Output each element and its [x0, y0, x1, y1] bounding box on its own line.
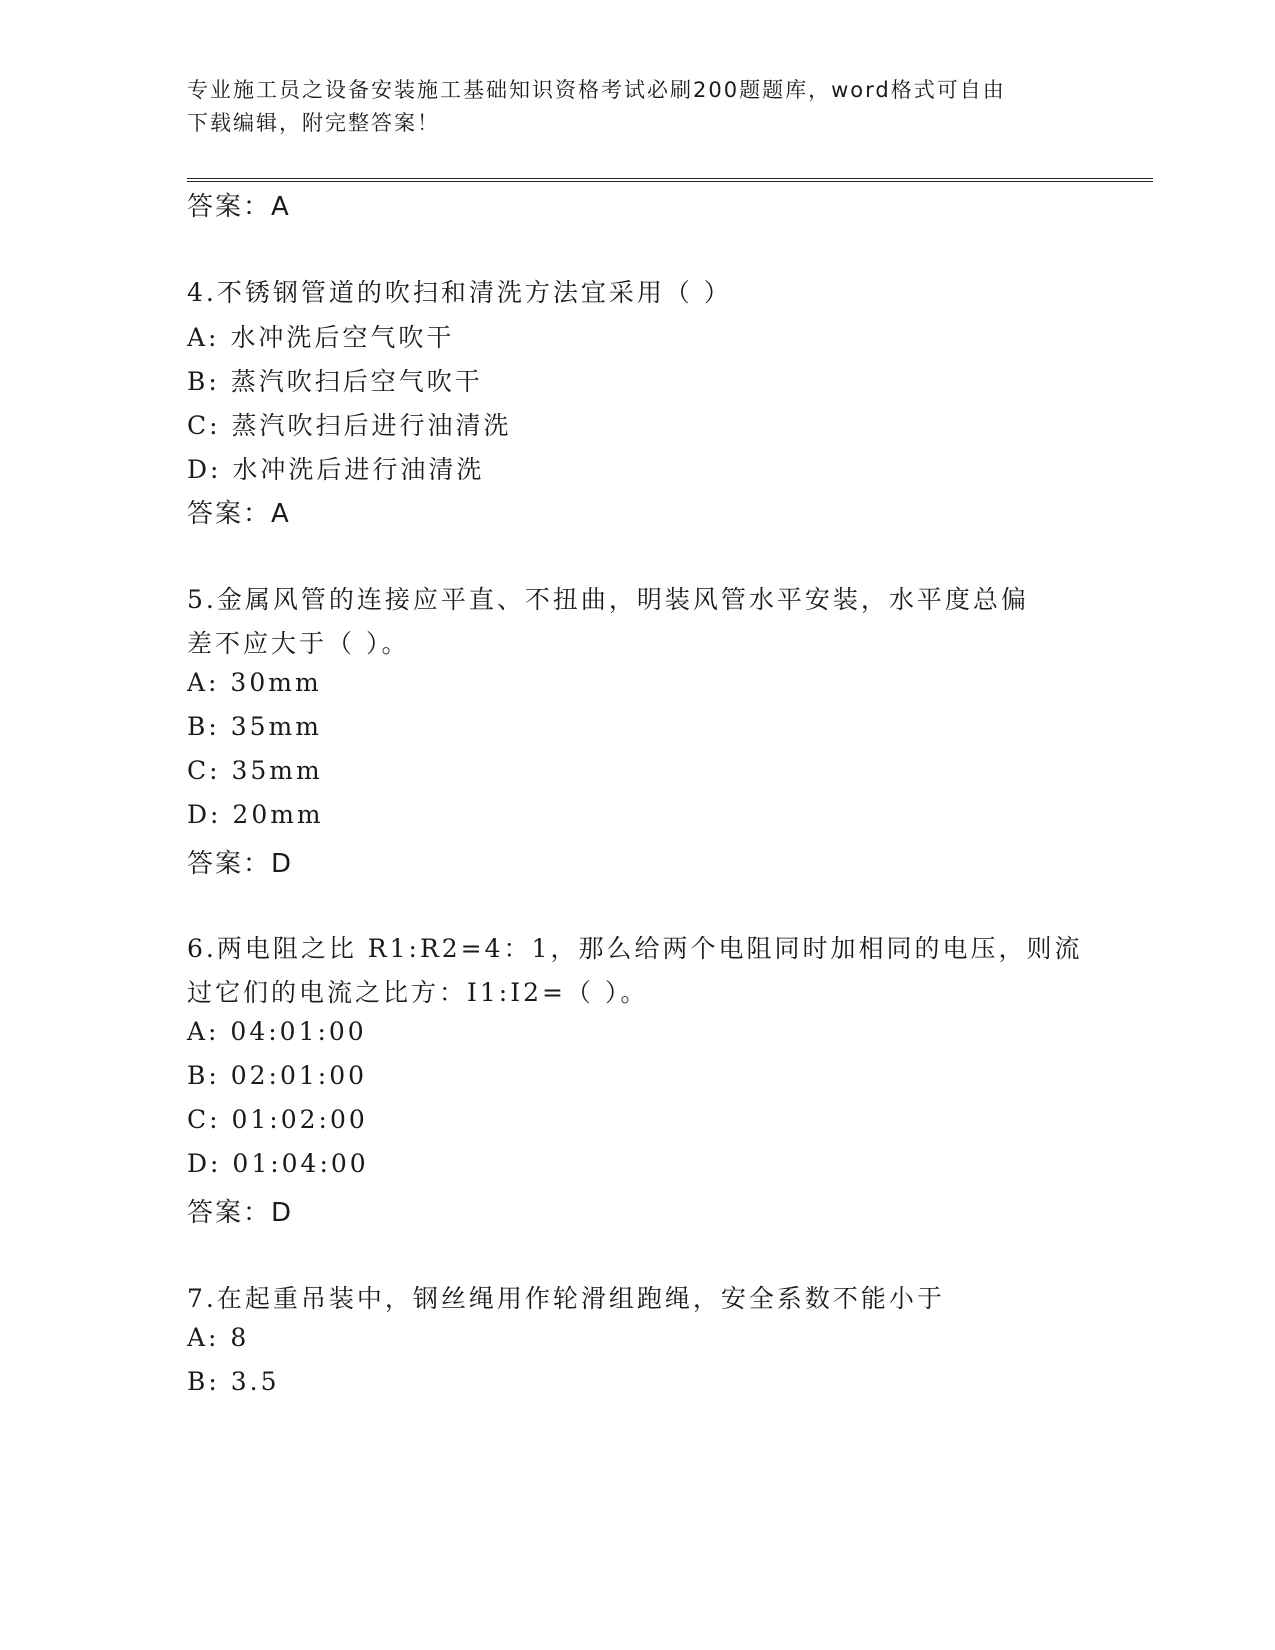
- question-5-answer: 答案：D: [187, 849, 294, 879]
- question-4-stem: 4.不锈钢管道的吹扫和清洗方法宜采用（ ）: [187, 278, 732, 307]
- question-4-answer: 答案：A: [187, 499, 291, 529]
- question-6-option-b: B: 02:01:00: [187, 1061, 368, 1090]
- header-line-1: 专业施工员之设备安装施工基础知识资格考试必刷200题题库，word格式可自由: [187, 78, 1006, 102]
- question-7-option-b: B: 3.5: [187, 1367, 280, 1396]
- question-6-option-a: A: 04:01:00: [187, 1017, 367, 1046]
- question-5-option-d: D: 20mm: [187, 800, 324, 829]
- document-header: [187, 74, 1067, 140]
- question-4-option-b: B: 蒸汽吹扫后空气吹干: [187, 367, 483, 396]
- header-divider: [187, 178, 1153, 182]
- question-6-stem-line-2: 过它们的电流之比方：I1:I2=（ ）。: [187, 978, 649, 1007]
- question-5-option-a: A: 30mm: [187, 668, 322, 697]
- question-4-option-c: C: 蒸汽吹扫后进行油清洗: [187, 411, 512, 440]
- question-6-stem-line-1: 6.两电阻之比 R1:R2=4：1，那么给两个电阻同时加相同的电压，则流: [187, 934, 1083, 963]
- question-7-option-a: A: 8: [187, 1323, 250, 1352]
- question-6-answer: 答案：D: [187, 1198, 294, 1228]
- question-6-option-d: D: 01:04:00: [187, 1149, 369, 1178]
- question-5-option-b: B: 35mm: [187, 712, 322, 741]
- question-4-option-d: D: 水冲洗后进行油清洗: [187, 455, 485, 484]
- question-5-option-c: C: 35mm: [187, 756, 323, 785]
- question-5-stem-line-2: 差不应大于（ ）。: [187, 629, 410, 658]
- question-6-option-c: C: 01:02:00: [187, 1105, 368, 1134]
- question-7-stem: 7.在起重吊装中，钢丝绳用作轮滑组跑绳，安全系数不能小于: [187, 1284, 945, 1313]
- previous-answer: 答案：A: [187, 192, 291, 222]
- question-5-stem-line-1: 5.金属风管的连接应平直、不扭曲，明装风管水平安装，水平度总偏: [187, 585, 1029, 614]
- header-line-2: 下载编辑，附完整答案！: [187, 111, 440, 135]
- question-4-option-a: A: 水冲洗后空气吹干: [187, 323, 455, 352]
